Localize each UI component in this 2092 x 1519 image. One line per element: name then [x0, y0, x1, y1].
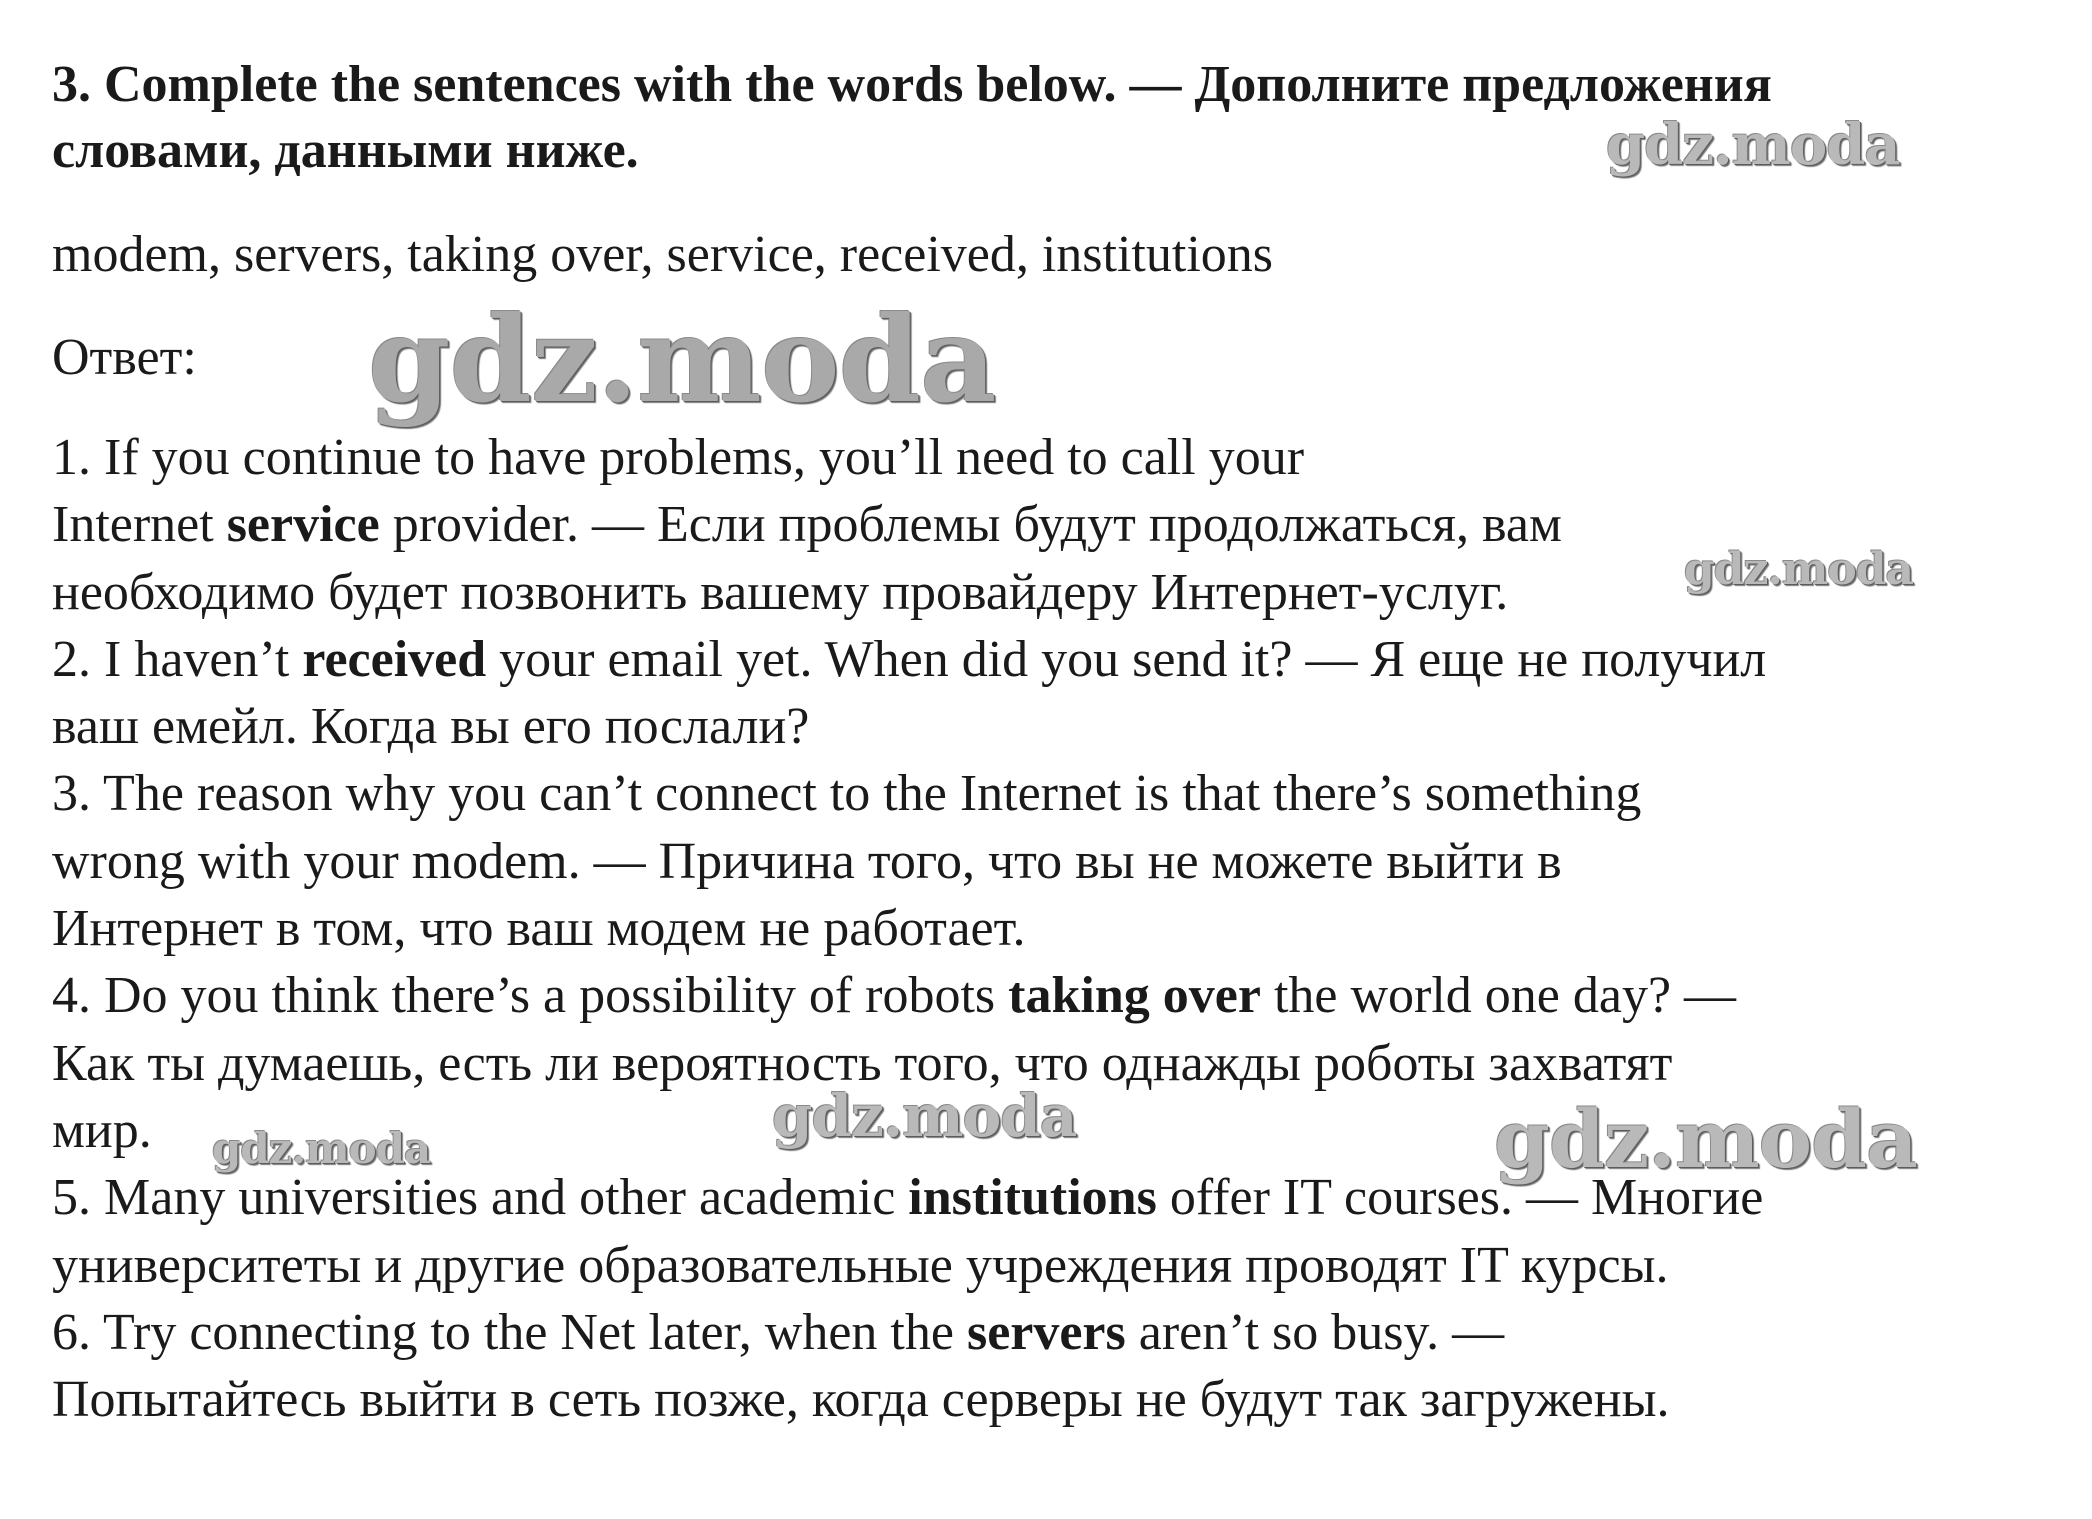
answer-5-line-2: университеты и другие образовательные учреждения проводят IT курсы.	[52, 1236, 1669, 1294]
answer-5-line-1	[52, 1164, 1766, 1231]
answer-2-keyword: received	[302, 630, 487, 688]
answer-5-keyword: institutions	[908, 1169, 1157, 1227]
answer-3-line-3: Интернет в том, что ваш модем не работает.	[52, 900, 1026, 958]
answer-1-line-3: необходимо будет позвонить вашему провайдеру Интернет-услуг.	[52, 563, 1509, 621]
answer-6-line-2: Попытайтесь выйти в сеть позже, когда серверы не будут так загружены.	[52, 1371, 1670, 1429]
word-bank: modem, servers, taking over, service, received, institutions	[52, 226, 1274, 283]
answer-2-line-2: ваш емейл. Когда вы его послали?	[52, 698, 810, 756]
answer-2-line-1	[52, 626, 1766, 693]
answer-1-line-1: 1. If you continue to have problems, you’ll need to call your	[52, 429, 1305, 486]
answer-4-keyword: taking over	[1008, 967, 1261, 1025]
task-title-line-1: 3. Complete the sentences with the words below. — Дополните предложения	[52, 56, 1772, 113]
answer-1-line-2	[52, 491, 1766, 558]
answer-5-text: 5. Many universities and other academic	[52, 1169, 909, 1227]
answer-1-keyword: service	[226, 496, 380, 554]
task-title	[52, 52, 2042, 184]
watermark: gdz.moda	[1494, 1092, 1917, 1186]
answer-4-text-post: the world one day? —	[1260, 967, 1737, 1025]
answer-3-line-2: wrong with your modem. — Причина того, что вы не можете выйти в	[52, 832, 1562, 890]
watermark: gdz.moda	[368, 290, 996, 429]
answers-list	[52, 424, 1766, 1433]
answer-3-line-1: 3. The reason why you can’t connect to the Internet is that there’s something	[52, 765, 1642, 823]
answer-6-text-post: aren’t so busy. —	[1125, 1303, 1505, 1361]
answer-6-line-1	[52, 1299, 1766, 1366]
answer-2-text: 2. I haven’t	[52, 630, 303, 688]
answer-4-line-3: мир.	[52, 1101, 152, 1159]
answer-4-text: 4. Do you think there’s a possibility of robots	[52, 967, 1009, 1025]
answer-4-line-2: Как ты думаешь, есть ли вероятность того, что однажды роботы захватят	[52, 1034, 1673, 1092]
answer-1-text: Internet	[52, 496, 227, 554]
answer-5-text-post: offer IT courses. — Многие	[1156, 1169, 1764, 1227]
answer-4-line-1	[52, 962, 1766, 1029]
watermark: gdz.moda	[1684, 544, 1914, 595]
watermark: gdz.moda	[212, 1124, 431, 1173]
answer-6-keyword: servers	[966, 1303, 1126, 1361]
answer-6-text: 6. Try connecting to the Net later, when the	[52, 1303, 967, 1361]
watermark: gdz.moda	[772, 1082, 1077, 1150]
task-title-line-2: словами, данными ниже.	[52, 122, 639, 179]
answer-1-text-post: provider. — Если проблемы будут продолжаться, вам	[379, 496, 1562, 554]
answer-label: Ответ:	[52, 329, 197, 386]
answer-2-text-post: your email yet. When did you send it? — Я еще не получил	[486, 630, 1767, 688]
watermark: gdz.moda	[1606, 112, 1900, 178]
